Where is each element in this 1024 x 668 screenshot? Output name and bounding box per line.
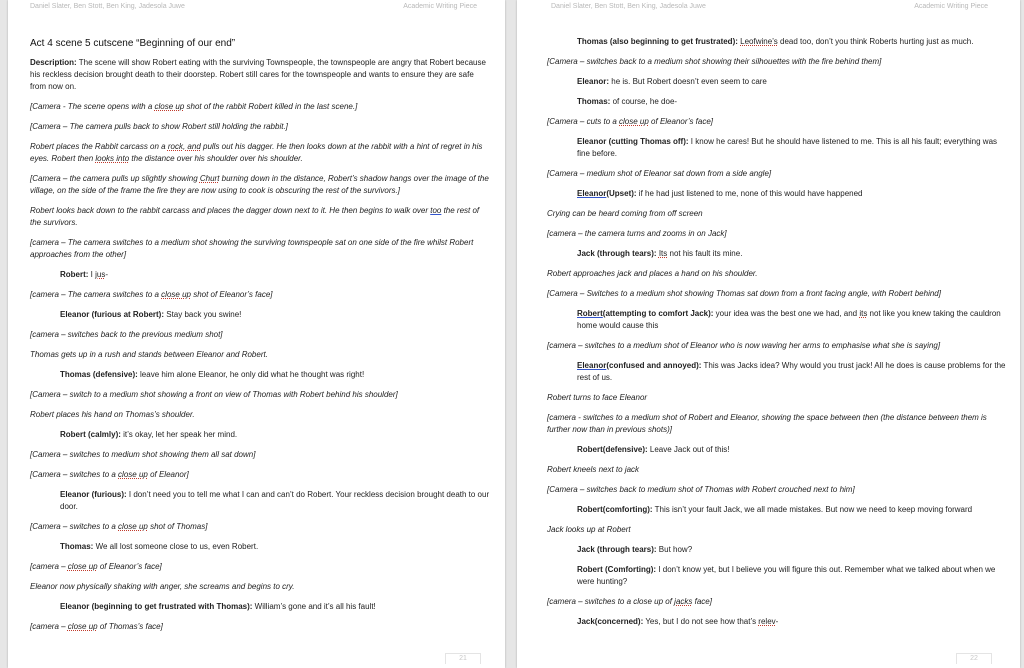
direction-line: [camera - switches to a medium shot of Robert and Eleanor, showing the space between then (the distance between them is further now than in previous shots)]: [547, 413, 987, 434]
speaker-name: Robert:: [60, 270, 89, 279]
spelling-flag: close up: [118, 522, 148, 531]
direction-line: [camera – close up of Thomas’s face]: [30, 622, 163, 631]
spelling-flag: close up: [619, 117, 649, 126]
direction-line: [camera – switches to a medium shot of Eleanor who is now waving her arms to emphasise what she is saying]: [547, 341, 941, 350]
speaker-name: Eleanor: [577, 361, 607, 370]
direction-line: [Camera – the camera pulls up slightly showing Churt burning down in the distance, Robert’s shadow hangs over the image of the village, on the side of the frame the fire they are now using to cook is obscuring the rest of the survivors.]: [30, 174, 489, 195]
direction-line: [Camera - The scene opens with a close up shot of the rabbit Robert killed in the last scene.]: [30, 102, 358, 111]
direction-line: [Camera – switches to medium shot showing them all sat down]: [30, 450, 256, 459]
speaker-name: Jack (through tears):: [577, 249, 657, 258]
document-page-right: [517, 0, 1020, 668]
direction-line: [Camera – cuts to a close up of Eleanor’s face]: [547, 117, 714, 126]
speaker-name: Eleanor (beginning to get frustrated with Thomas):: [60, 602, 253, 611]
action-line: Robert turns to face Eleanor: [547, 393, 648, 402]
direction-line: [camera – close up of Eleanor’s face]: [30, 562, 162, 571]
dialogue-line: Eleanor (furious at Robert): Stay back you swine!: [60, 310, 242, 319]
dialogue-line: Jack(concerned): Yes, but I do not see how that’s relev-: [577, 617, 779, 626]
action-line: Crying can be heard coming from off screen: [547, 209, 703, 218]
speaker-name: Robert: [577, 309, 603, 318]
speaker-name: Thomas (defensive):: [60, 370, 138, 379]
grammar-flag: too: [430, 206, 442, 215]
spelling-flag: Its: [658, 249, 668, 258]
page-body: [517, 36, 1020, 636]
spelling-flag: close up: [67, 622, 98, 631]
description-label: Description:: [30, 58, 77, 67]
spelling-flag: jacks: [674, 597, 693, 606]
speaker-name: Thomas:: [577, 97, 611, 106]
dialogue-line: Robert(comforting): This isn’t your fault Jack, we all made mistakes. But now we need to keep moving forward: [577, 505, 973, 514]
direction-line: [Camera – switches to a close up of Eleanor]: [30, 470, 189, 479]
direction-line: [camera – The camera switches to a medium shot showing the surviving townspeople sat on one side of the fire whilst Robert approaches from the other]: [30, 238, 474, 259]
direction-line: [Camera – switch to a medium shot showing a front on view of Thomas with Robert behind his shoulder]: [30, 390, 398, 399]
page-number: 22: [956, 653, 992, 664]
speaker-name: Robert(comforting):: [577, 505, 653, 514]
dialogue-line: Jack (through tears): Its not his fault its mine.: [577, 249, 743, 258]
dialogue-line: Robert(attempting to comfort Jack): your idea was the best one we had, and its not like you knew taking the cauldron home would cause this: [577, 309, 1001, 330]
spelling-flag: rock, and: [167, 142, 201, 151]
page-number: 21: [445, 653, 481, 664]
speaker-name: Eleanor: [577, 189, 607, 198]
action-line: Robert approaches jack and places a hand on his shoulder.: [547, 269, 758, 278]
direction-line: [Camera – medium shot of Eleanor sat down from a side angle]: [547, 169, 772, 178]
header-piece-title: Academic Writing Piece: [403, 3, 477, 10]
spelling-flag: close up: [161, 290, 191, 299]
speaker-name: Eleanor:: [577, 77, 610, 86]
action-line: Thomas gets up in a rush and stands between Eleanor and Robert.: [30, 350, 268, 359]
speaker-name: Thomas:: [60, 542, 94, 551]
speaker-name: Thomas (also beginning to get frustrated):: [577, 37, 738, 46]
action-line: Eleanor now physically shaking with anger, she screams and begins to cry.: [30, 582, 295, 591]
direction-line: [camera – the camera turns and zooms in on Jack]: [547, 229, 727, 238]
description-paragraph: [30, 57, 491, 93]
direction-line: [camera – The camera switches to a close up shot of Eleanor’s face]: [30, 290, 273, 299]
spelling-flag: relev: [758, 617, 776, 626]
dialogue-line: Thomas (also beginning to get frustrated): Leofwine’s dead too, don’t you think Roberts hurting just as much.: [577, 37, 974, 46]
dialogue-line: Jack (through tears): But how?: [577, 545, 693, 554]
page-body: [8, 38, 505, 641]
direction-line: [camera – switches back to the previous medium shot]: [30, 330, 223, 339]
scene-title: Act 4 scene 5 cutscene “Beginning of our end”: [30, 38, 236, 49]
speaker-name: Eleanor (furious):: [60, 490, 127, 499]
spelling-flag: Leofwine’s: [740, 37, 778, 46]
header-piece-title: Academic Writing Piece: [914, 3, 988, 10]
speaker-name: Robert (calmly):: [60, 430, 121, 439]
dialogue-line: Thomas: of course, he doe-: [577, 97, 678, 106]
direction-line: [Camera – switches back to a medium shot showing their silhouettes with the fire behind them]: [547, 57, 882, 66]
header-authors: Daniel Slater, Ben Stott, Ben King, Jadesola Juwe: [30, 3, 185, 10]
spelling-flag: Churt: [199, 174, 220, 183]
description-text: The scene will show Robert eating with the surviving Townspeople, the townspeople are angry that Robert because his reckless decision brought death to their doorstep. Robert still cares for the townspeople and wants to ensure they are safe from now on.: [30, 58, 486, 91]
dialogue-line: Thomas: We all lost someone close to us, even Robert.: [60, 542, 259, 551]
action-line: Robert places his hand on Thomas’s shoulder.: [30, 410, 195, 419]
spelling-flag: jus: [95, 270, 106, 279]
spelling-flag: looks into: [95, 154, 130, 163]
speaker-name: Eleanor (furious at Robert):: [60, 310, 165, 319]
speaker-name: Jack (through tears):: [577, 545, 657, 554]
dialogue-line: Robert (Comforting): I don’t know yet, but I believe you will figure this out. Remember what we talked about when we were hunting?: [577, 565, 996, 586]
dialogue-line: Robert(defensive): Leave Jack out of this!: [577, 445, 730, 454]
dialogue-line: Eleanor: he is. But Robert doesn’t even seem to care: [577, 77, 767, 86]
direction-line: [Camera – The camera pulls back to show Robert still holding the rabbit.]: [30, 122, 288, 131]
document-page-left: [8, 0, 505, 668]
spelling-flag: close up: [118, 470, 148, 479]
speaker-name: Eleanor (cutting Thomas off):: [577, 137, 689, 146]
header-authors: Daniel Slater, Ben Stott, Ben King, Jadesola Juwe: [551, 3, 706, 10]
dialogue-line: Robert: I jus-: [60, 270, 109, 279]
dialogue-line: Eleanor(Upset): if he had just listened to me, none of this would have happened: [577, 189, 863, 198]
dialogue-line: Eleanor (cutting Thomas off): I know he cares! But he should have listened to me. This is all his fault; everything was fine before.: [577, 137, 998, 158]
spelling-flag: close up: [154, 102, 185, 111]
dialogue-line: Thomas (defensive): leave him alone Eleanor, he only did what he thought was right!: [60, 370, 365, 379]
dialogue-line: Robert (calmly): it’s okay, let her speak her mind.: [60, 430, 238, 439]
direction-line: [Camera – Switches to a medium shot showing Thomas sat down from a front facing angle, with Robert behind]: [547, 289, 941, 298]
direction-line: [Camera – switches back to medium shot of Thomas with Robert crouched next to him]: [547, 485, 855, 494]
action-line: Robert places the Rabbit carcass on a rock, and pulls out his dagger. He then looks down at the rabbit with a hint of regret in his eyes. Robert then looks into the distance over his shoulder over his shoulder.: [30, 142, 483, 163]
dialogue-line: Eleanor (beginning to get frustrated with Thomas): William’s gone and it’s all his fault!: [60, 602, 376, 611]
dialogue-line: Eleanor(confused and annoyed): This was Jacks idea? Why would you trust jack! All he does is cause problems for the rest of us.: [577, 361, 1006, 382]
dialogue-line: Eleanor (furious): I don’t need you to tell me what I can and can’t do Robert. Your reckless decision brought death to our door.: [60, 490, 490, 511]
spelling-flag: its: [859, 309, 868, 318]
spelling-flag: close up: [67, 562, 98, 571]
speaker-name: Robert (Comforting):: [577, 565, 657, 574]
action-line: Robert looks back down to the rabbit carcass and places the dagger down next to it. He then begins to walk over too the rest of the survivors.: [30, 206, 480, 227]
direction-line: [Camera – switches to a close up shot of Thomas]: [30, 522, 208, 531]
action-line: Robert kneels next to jack: [547, 465, 640, 474]
action-line: Jack looks up at Robert: [547, 525, 631, 534]
speaker-name: Jack(concerned):: [577, 617, 644, 626]
speaker-name: Robert(defensive):: [577, 445, 648, 454]
direction-line: [camera – switches to a close up of jacks face]: [547, 597, 712, 606]
